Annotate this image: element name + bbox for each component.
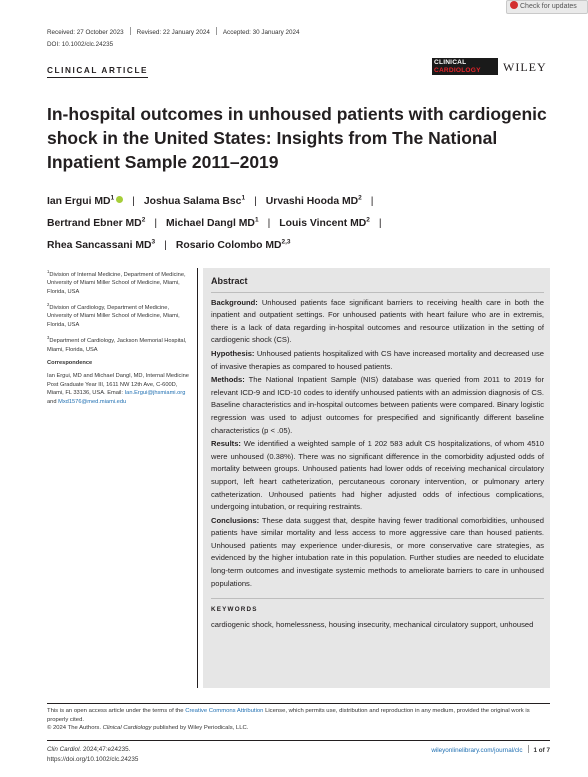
citation: Clin Cardiol. 2024;47:e24235. https://doi.org/10.1002/clc.24235 (47, 746, 139, 763)
divider (528, 745, 529, 753)
keywords: cardiogenic shock, homelessness, housing insecurity, mechanical circulatory support, unhoused (211, 619, 534, 629)
received-date: Received: 27 October 2023 (47, 29, 124, 36)
journal-logo-line1: CLINICAL (434, 59, 467, 66)
article-title: In-hospital outcomes in unhoused patients with cardiogenic shock in the United States: Insights from The National Inpatient Sample 2011–2019 (47, 104, 547, 172)
check-for-updates-badge[interactable] (506, 0, 588, 14)
affiliation: $^3$Department of Cardiology, Jackson Memorial Hospital, Miami, Florida, USA (47, 335, 187, 353)
author-name[interactable]: Ian Ergui $MD^1$ (47, 195, 115, 208)
doi-link[interactable]: https://doi.org/10.1002/clc.24235 (47, 755, 139, 763)
author-name[interactable]: Rosario Colombo MD$^{2,3}$ (175, 238, 291, 252)
affiliation: $^2$Division of Cardiology, Department of Medicine, University of Miami Miller School of Medicine, Miami, Florida, USA (47, 302, 180, 328)
abstract-hypothesis: Hypothesis: Unhoused patients hospitalized with CS have increased mortality and decreased use of invasive therapies as compared to housed patients. (211, 348, 544, 371)
correspondence-text: Ian Ergui, MD and Michael Dangl, MD, Internal Medicine Post Graduate Year III, 1611 NW 12th Ave, C-600D, Miami, FL 33136, USA. Email: Ian.Ergui@jhsmiami.org and Mxd1576@med.miami.edu (47, 373, 189, 405)
abstract-methods: Methods: The National Inpatient Sample (NIS) database was queried from 2011 to 2019 for relevant ICD-9 and ICD-10 codes to identify unhoused patients with an admission diagnosis of CS. Baseline characteristics and in-hospital outcomes between patients were compared. Binary logistic regression was used to adjust outcomes for prespecified and significantly different baseline characteristics (p < .05). (211, 375, 544, 435)
author-name[interactable]: Joshua Salama Bsc$^1$ (143, 195, 246, 208)
abstract-results: Results: We identified a weighted sample of 1 202 583 adult CS hospitalizations, of whom 4510 were unhoused (0.38%). There was no significant difference in the comorbidity adjusted odds of mortality between groups. Unhoused patients had lower odds of receiving mechanical circulatory support, left heart catheterization, percutaneous coronary intervention, or pulmonary artery catheterization. Unhoused patients had higher adjusted odds of infectious complications, undergoing intubation, or requiring restraints. (211, 439, 544, 512)
keywords-heading: KEYWORDS (211, 606, 258, 614)
author-name[interactable]: Bertrand Ebner $MD^2$ (47, 216, 146, 230)
divider (47, 740, 550, 741)
abstract-conclusions: Conclusions: These data suggest that, despite having fewer traditional comorbidities, unhoused patients have similar mortality and less access to more aggressive care than housed patients. Unhoused patients may experience under-diuresis, or more conservative care strategies, as evidenced by the higher intubation rate in this population. Further studies are needed to elucidate long-term outcomes and investigate systemic methods to ameliorate barriers to care in unhoused populations. (211, 515, 545, 588)
article-type: CLINICAL ARTICLE (47, 66, 148, 78)
abstract-box (203, 268, 550, 688)
divider (47, 703, 550, 704)
author-name[interactable]: Louis Vincent $MD^2$ (279, 216, 370, 230)
author-name[interactable]: Michael Dangl $MD^1$ (166, 216, 259, 230)
article-dates (47, 27, 300, 36)
journal-logo[interactable] (432, 58, 498, 75)
affiliations (47, 268, 195, 406)
author-name[interactable]: Rhea Sancassani $MD^3$ (47, 238, 156, 252)
divider (211, 292, 544, 293)
abstract-background: Background: Unhoused patients face significant barriers to receiving health care in both the inpatient and outpatient settings. For unhoused patients with heart failure who are in extremis, there is a lack of data regarding in-hospital outcomes and resource utilization in the setting of cardiogenic shock (CS). (211, 297, 544, 345)
divider (211, 598, 544, 599)
publisher-logo[interactable]: WILEY (503, 60, 547, 74)
revised-date: Revised: 22 January 2024 (136, 29, 210, 36)
divider (130, 27, 131, 35)
email-link[interactable]: Mxd1576@med.miami.edu (58, 398, 127, 405)
author-name[interactable]: Urvashi Hooda $MD^2$ (265, 195, 362, 208)
doi[interactable]: DOI: 10.1002/clc.24235 (47, 41, 114, 48)
column-divider (197, 268, 198, 688)
affiliation: $^1$Division of Internal Medicine, Department of Medicine, University of Miami Miller School of Medicine, Miami, Florida, USA (47, 269, 186, 295)
orcid-icon[interactable] (116, 196, 123, 203)
license-link[interactable]: Creative Commons Attribution (185, 708, 264, 714)
author-list: Ian Ergui $MD^1$ | Joshua Salama Bsc$^1$ | Urvashi Hooda $MD^2$ | Bertrand Ebner $MD^2$ | Michael Dangl $MD^1$ | Louis Vincent $MD^2$ | Rhea Sancassani $MD^3$ | Rosario Colombo MD$^{2,3}$ (47, 195, 382, 252)
journal-logo-line2: CARDIOLOGY (434, 66, 481, 74)
accepted-date: Accepted: 30 January 2024 (222, 29, 300, 36)
page-footer-right (431, 745, 550, 754)
email-link[interactable]: Ian.Ergui@jhsmiami.org (124, 390, 186, 397)
divider (216, 27, 217, 35)
journal-url-link[interactable]: wileyonlinelibrary.com/journal/clc (431, 747, 523, 754)
correspondence-heading: Correspondence (47, 359, 93, 366)
page-number: 1 of 7 (533, 747, 550, 754)
check-updates-icon (510, 1, 518, 9)
abstract-heading: Abstract (211, 276, 248, 286)
license-notice: This is an open access article under the terms of the Creative Commons Attribution License, which permits use, distribution and reproduction in any medium, provided the original work is properly cited. © 2024 The Authors. Clinical Cardiology published by Wiley Periodicals, LLC. (47, 708, 530, 732)
check-for-updates-label: Check for updates (520, 3, 577, 10)
